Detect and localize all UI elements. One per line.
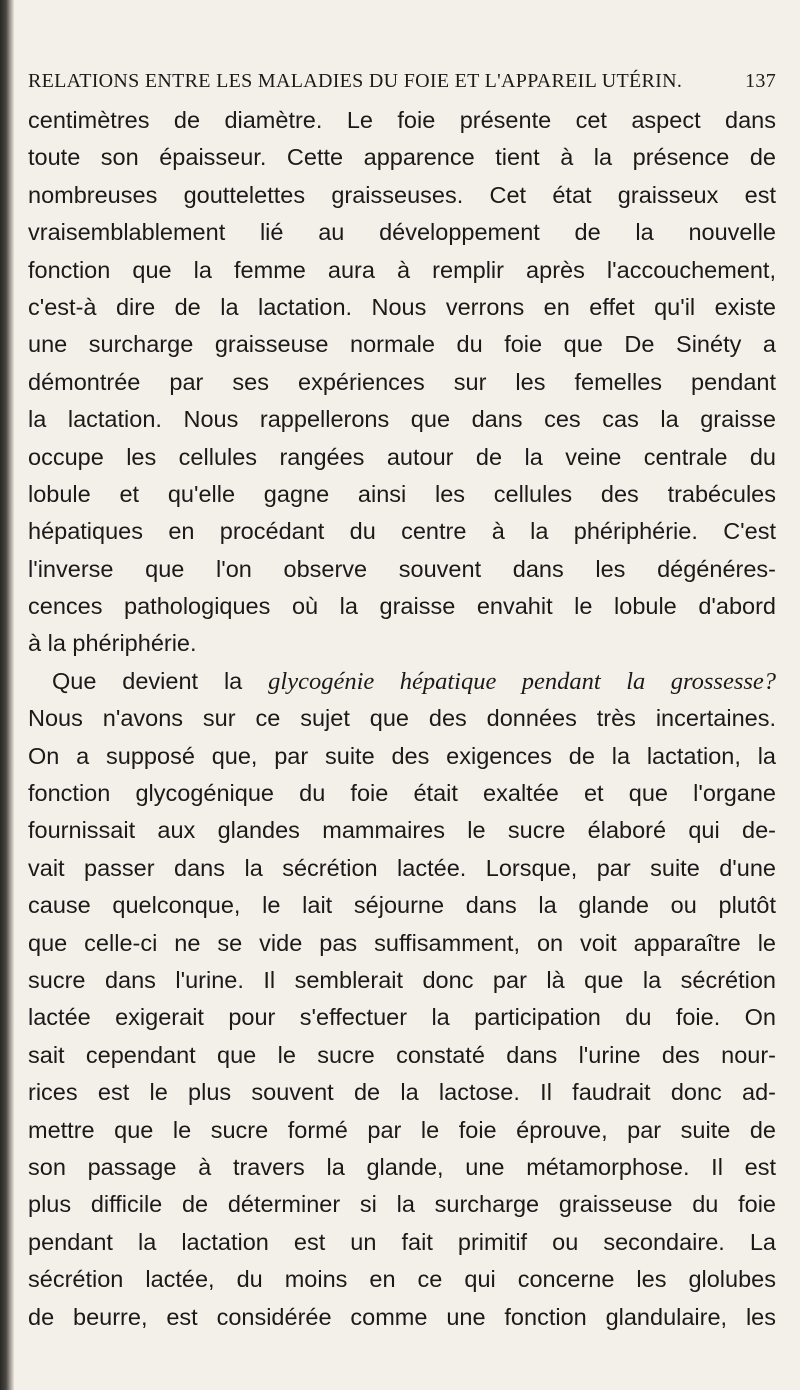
page-number: 137 [745,70,776,92]
text-line: démontrée par ses expériences sur les femelles pendant [28,368,776,395]
text-line: toute son épaisseur. Cette apparence tient à la présence de [28,144,776,171]
text-line: plus difficile de déterminer si la surcharge graisseuse du foie [28,1191,776,1218]
running-header [28,70,776,100]
text-line: que celle-ci ne se vide pas suffisamment, on voit apparaître le [28,929,776,956]
text-line: centimètres de diamètre. Le foie présente cet aspect dans [28,107,776,133]
text-line: fournissait aux glandes mammaires le sucre élaboré qui de- [28,817,776,844]
text-line: fonction que la femme aura à remplir après l'accouchement, [28,256,776,283]
text-line-with-question [28,663,776,700]
text-line: sucre dans l'urine. Il semblerait donc par là que la sécrétion [28,966,776,993]
text-line: Nous n'avons sur ce sujet que des données très incertaines. [28,705,776,732]
text-line: la lactation. Nous rappellerons que dans ces cas la graisse [28,406,776,433]
text-line: cause quelconque, le lait séjourne dans la glande ou plutôt [28,892,776,919]
header-title: RELATIONS ENTRE LES MALADIES DU FOIE ET L'APPAREIL UTÉRIN. [28,70,683,92]
text-line: de beurre, est considérée comme une fonction glandulaire, les [28,1303,776,1330]
text-line: cences pathologiques où la graisse envahit le lobule d'abord [28,593,776,620]
page-binding-edge [0,0,14,1390]
text-line: sécrétion lactée, du moins en ce qui concerne les glolubes [28,1266,776,1293]
text-line: vraisemblablement lié au développement de la nouvelle [28,219,776,246]
question-italic: glycogénie hépatique pendant la grossesse? [268,667,777,695]
paragraph-2 [28,663,776,1336]
text-line: son passage à travers la glande, une métamorphose. Il est [28,1153,776,1180]
text-line: une surcharge graisseuse normale du foie que De Sinéty a [28,331,776,358]
text-line: fonction glycogénique du foie était exaltée et que l'organe [28,780,776,807]
body-text [28,102,776,1336]
text-line: pendant la lactation est un fait primitif ou secondaire. La [28,1228,776,1255]
text-line: c'est-à dire de la lactation. Nous verrons en effet qu'il existe [28,293,776,320]
question-lead: Que devient la [52,667,243,694]
text-line: l'inverse que l'on observe souvent dans les dégénéres- [28,555,776,582]
text-line: nombreuses gouttelettes graisseuses. Cet état graisseux est [28,181,776,208]
text-line: mettre que le sucre formé par le foie éprouve, par suite de [28,1116,776,1143]
text-line: à la phériphérie. [28,630,197,657]
text-line: lactée exigerait pour s'effectuer la participation du foie. On [28,1004,776,1031]
text-line: hépatiques en procédant du centre à la phériphérie. C'est [28,518,776,545]
text-line: sait cependant que le sucre constaté dans l'urine des nour- [28,1041,776,1068]
text-line: occupe les cellules rangées autour de la veine centrale du [28,443,776,470]
text-line: vait passer dans la sécrétion lactée. Lorsque, par suite d'une [28,854,776,881]
paragraph-1 [28,102,776,663]
text-line: rices est le plus souvent de la lactose. Il faudrait donc ad- [28,1079,776,1106]
text-line: lobule et qu'elle gagne ainsi les cellules des trabécules [28,480,776,507]
text-line: On a supposé que, par suite des exigences de la lactation, la [28,742,776,769]
